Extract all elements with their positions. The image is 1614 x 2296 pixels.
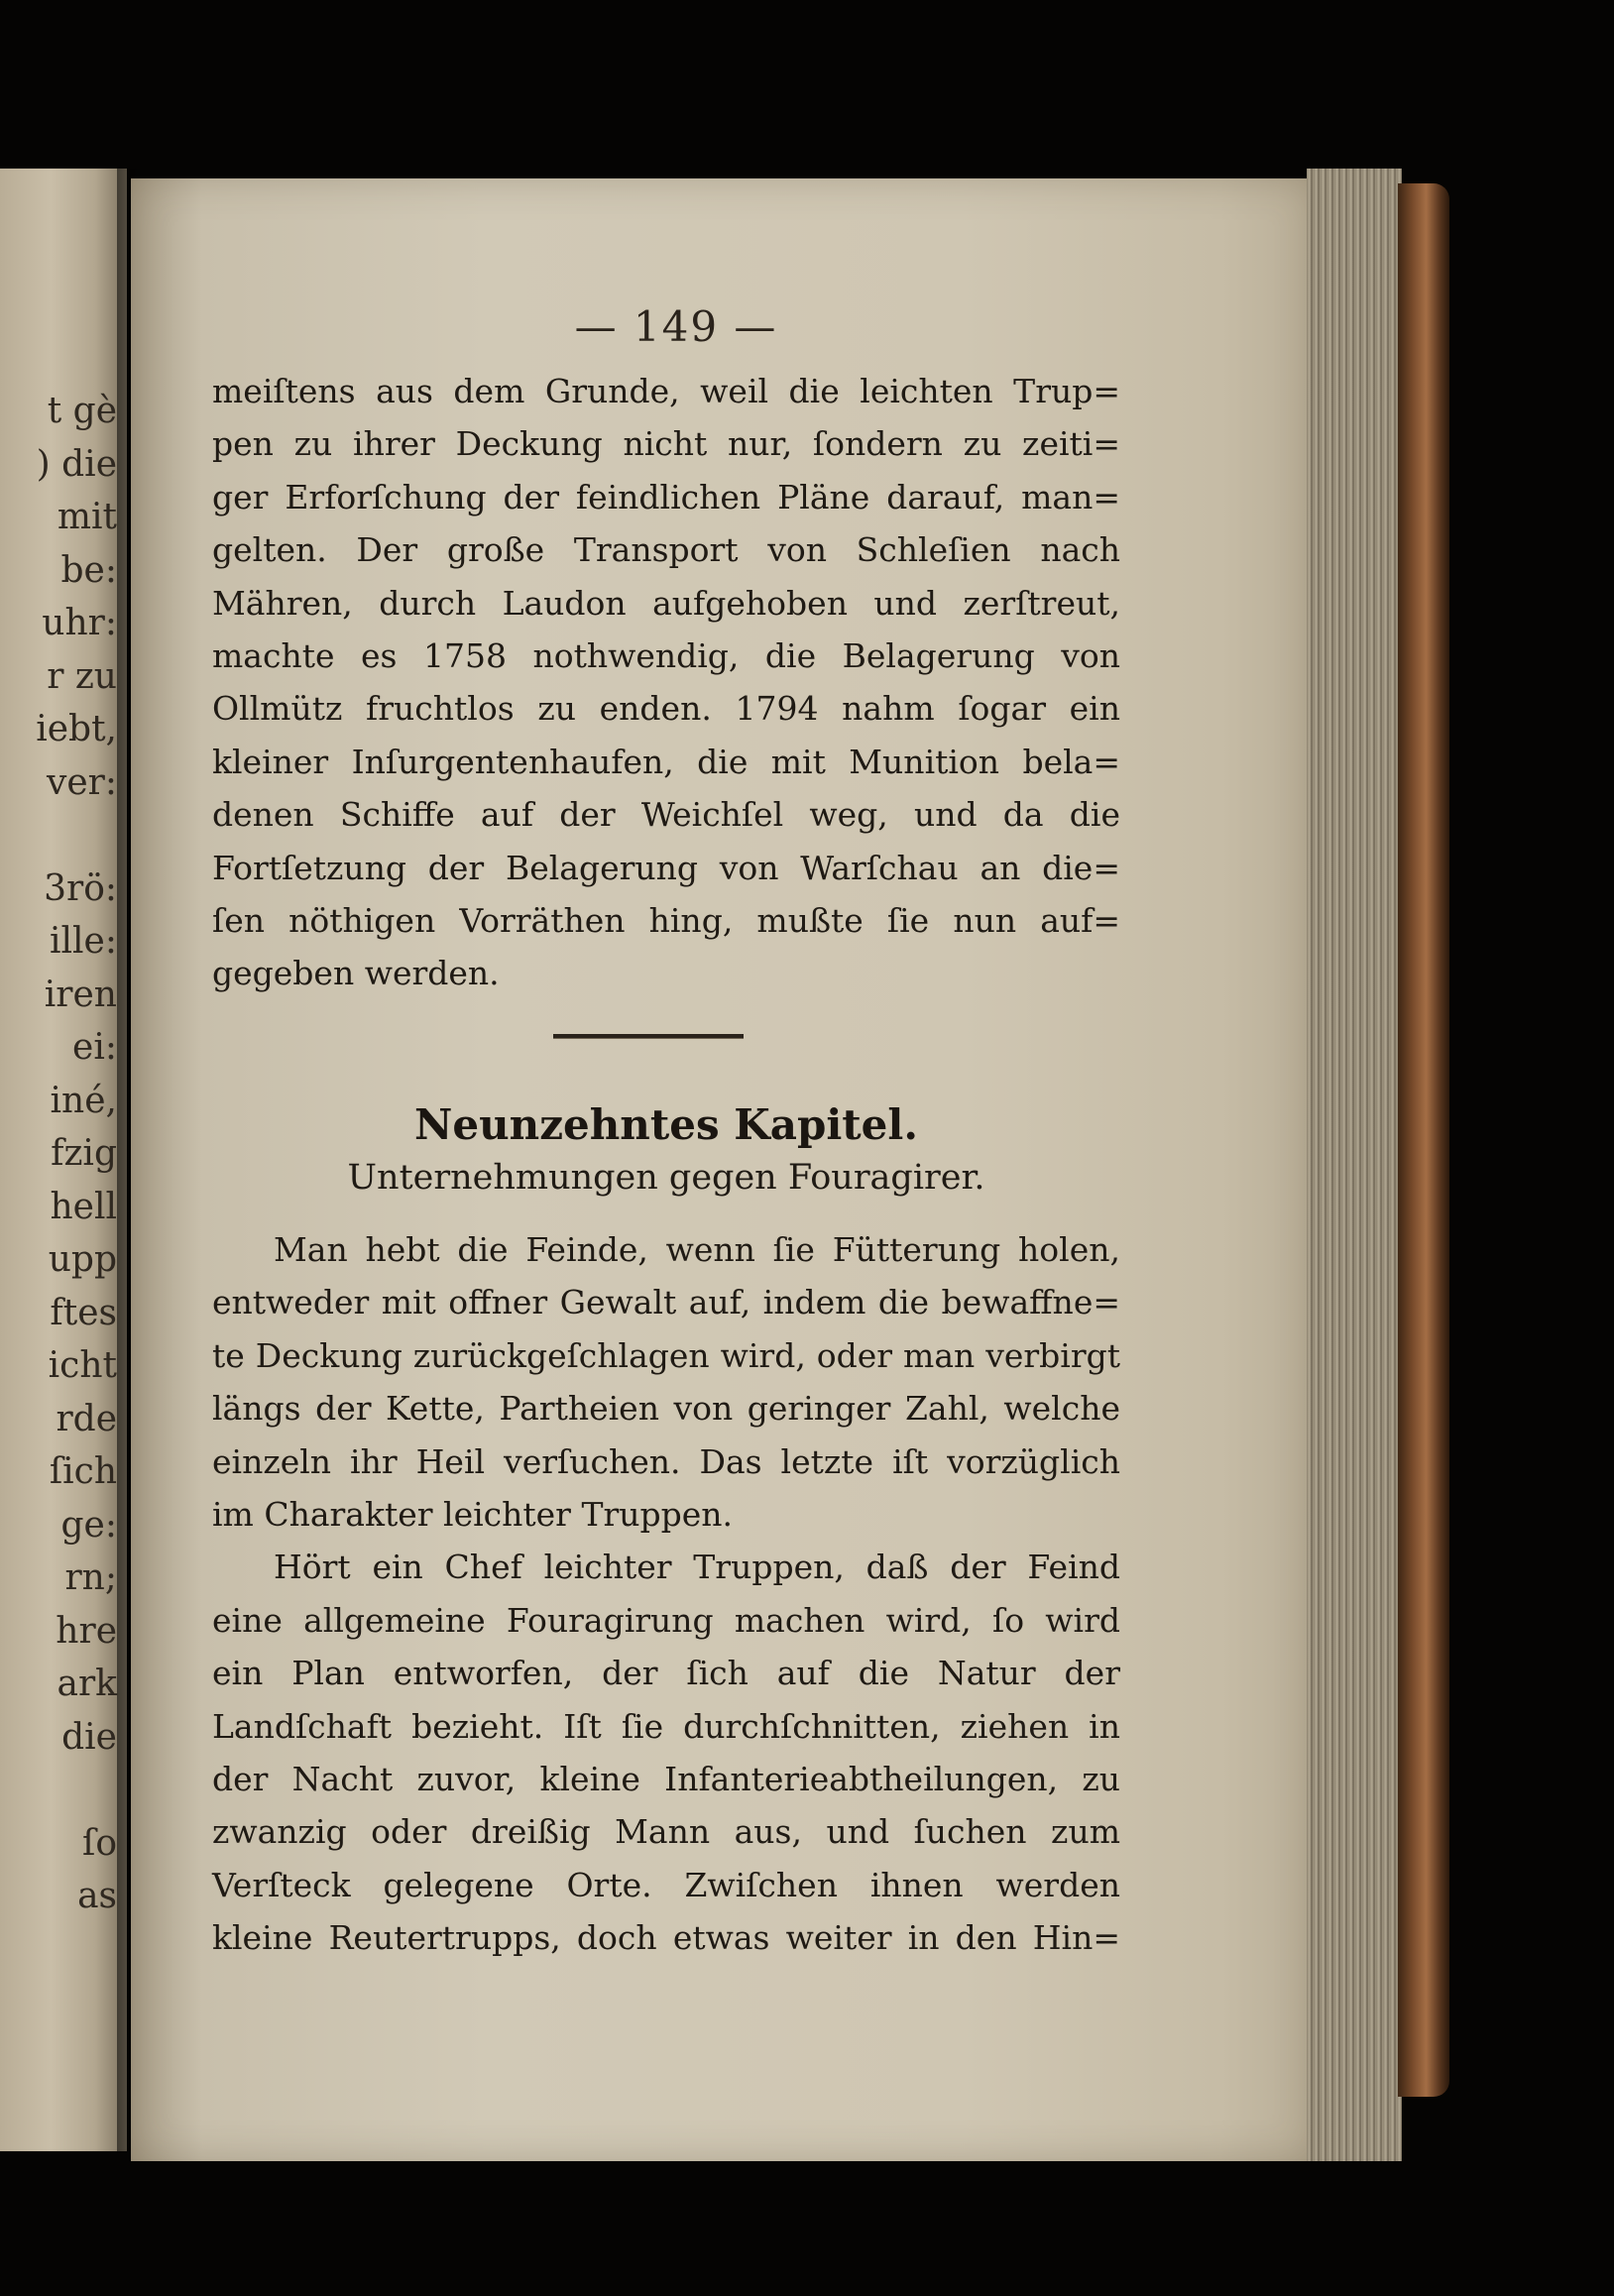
facing-page-line: fzig <box>51 1133 117 1174</box>
facing-page-line: be: <box>60 549 117 591</box>
facing-page-line: 3rö: <box>44 867 117 909</box>
section-divider <box>553 1034 744 1039</box>
text-line: einzeln ihr Heil verſuchen. Das letzte iſt vorzüglich <box>212 1441 1120 1481</box>
text-line: eine allgemeine Fouragirung machen wird, ſo wird <box>212 1600 1120 1640</box>
facing-page-line: rn; <box>64 1557 117 1598</box>
text-line: te Deckung zurückgeſchlagen wird, oder man verbirgt <box>212 1335 1120 1375</box>
facing-page-line: die <box>61 1716 117 1758</box>
text-line: Verſteck gelegene Orte. Zwiſchen ihnen werden <box>212 1865 1120 1904</box>
text-line: Landſchaft bezieht. Iſt ſie durchſchnitten, ziehen in <box>212 1706 1120 1746</box>
facing-page-line: hell <box>50 1186 117 1227</box>
text-line: pen zu ihrer Deckung nicht nur, ſondern zu zeiti= <box>212 424 1120 464</box>
text-line: der Nacht zuvor, kleine Infanterieabtheilungen, zu <box>212 1759 1120 1798</box>
facing-page-line: ge: <box>60 1504 117 1546</box>
facing-page-line: rde <box>56 1398 117 1439</box>
facing-page-line: ille: <box>50 921 117 962</box>
facing-page-line: ark <box>57 1664 117 1704</box>
facing-page-line: ſo <box>82 1822 117 1864</box>
chapter-title: Neunzehntes Kapitel. <box>414 1099 918 1149</box>
text-line: im Charakter leichter Truppen. <box>212 1494 734 1534</box>
text-line: ger Erforſchung der feindlichen Pläne darauf, man= <box>212 477 1120 517</box>
facing-page-line: ftes <box>50 1292 117 1333</box>
text-line: kleiner Inſurgentenhaufen, die mit Munition bela= <box>212 742 1120 781</box>
facing-page-line: r zu <box>47 655 117 697</box>
text-line: Ollmütz fruchtlos zu enden. 1794 nahm ſogar ein <box>212 689 1120 729</box>
page-number: — 149 — <box>574 302 778 351</box>
facing-page-line <box>36 809 117 862</box>
facing-page-line: iebt, <box>36 709 117 749</box>
text-line: gegeben werden. <box>212 954 500 993</box>
paragraph <box>212 1223 1120 1541</box>
text-line: längs der Kette, Partheien von geringer Zahl, welche <box>212 1389 1120 1429</box>
paragraph <box>212 1541 1120 1964</box>
facing-page-line: upp <box>48 1239 117 1280</box>
text-line: Man hebt die Feinde, wenn ſie Fütterung holen, <box>274 1229 1120 1269</box>
facing-page-line: ſich <box>49 1451 117 1492</box>
page-edges <box>1307 169 1402 2161</box>
paragraph-continuation <box>212 365 1120 1000</box>
page-text <box>212 297 1120 1965</box>
text-line: entweder mit offner Gewalt auf, indem die bewaffne= <box>212 1283 1120 1322</box>
text-line: ein Plan entworfen, der ſich auf die Natur der <box>212 1654 1120 1693</box>
chapter-subtitle: Unternehmungen gegen Fouragirer. <box>347 1157 985 1198</box>
facing-page-line: hre <box>56 1610 117 1652</box>
text-line: machte es 1758 nothwendig, die Belagerung von <box>212 636 1120 676</box>
facing-page-line: ei: <box>72 1027 117 1068</box>
text-line: gelten. Der große Transport von Schleſien nach <box>212 530 1120 570</box>
facing-page-line: uhr: <box>42 603 117 643</box>
facing-page-line: ) die <box>36 443 117 485</box>
text-line: Fortſetzung der Belagerung von Warſchau an die= <box>212 848 1120 887</box>
facing-page-line: icht <box>48 1345 117 1386</box>
text-line: zwanzig oder dreißig Mann aus, und ſuchen zum <box>212 1812 1120 1852</box>
facing-page <box>0 169 127 2151</box>
facing-page-line: mit <box>57 497 117 537</box>
text-line: ſen nöthigen Vorräthen hing, mußte ſie nun auf= <box>212 901 1120 941</box>
text-line: Mähren, durch Laudon aufgehoben und zerſtreut, <box>212 583 1120 623</box>
facing-page-text <box>36 385 117 1923</box>
book-cover <box>1398 183 1449 2097</box>
facing-page-line: iné, <box>50 1080 117 1121</box>
text-line: kleine Reutertrupps, doch etwas weiter in den Hin= <box>212 1918 1120 1958</box>
facing-page-line <box>36 1764 117 1817</box>
facing-page-line: ver: <box>47 761 117 803</box>
text-line: meiſtens aus dem Grunde, weil die leichten Trup= <box>212 372 1120 410</box>
text-line: Hört ein Chef leichter Truppen, daß der Feind <box>274 1548 1120 1587</box>
text-line: denen Schiffe auf der Weichſel weg, und da die <box>212 795 1120 835</box>
facing-page-line: t gè <box>47 391 117 431</box>
facing-page-line: as <box>77 1876 117 1916</box>
facing-page-line: iren <box>44 974 117 1015</box>
